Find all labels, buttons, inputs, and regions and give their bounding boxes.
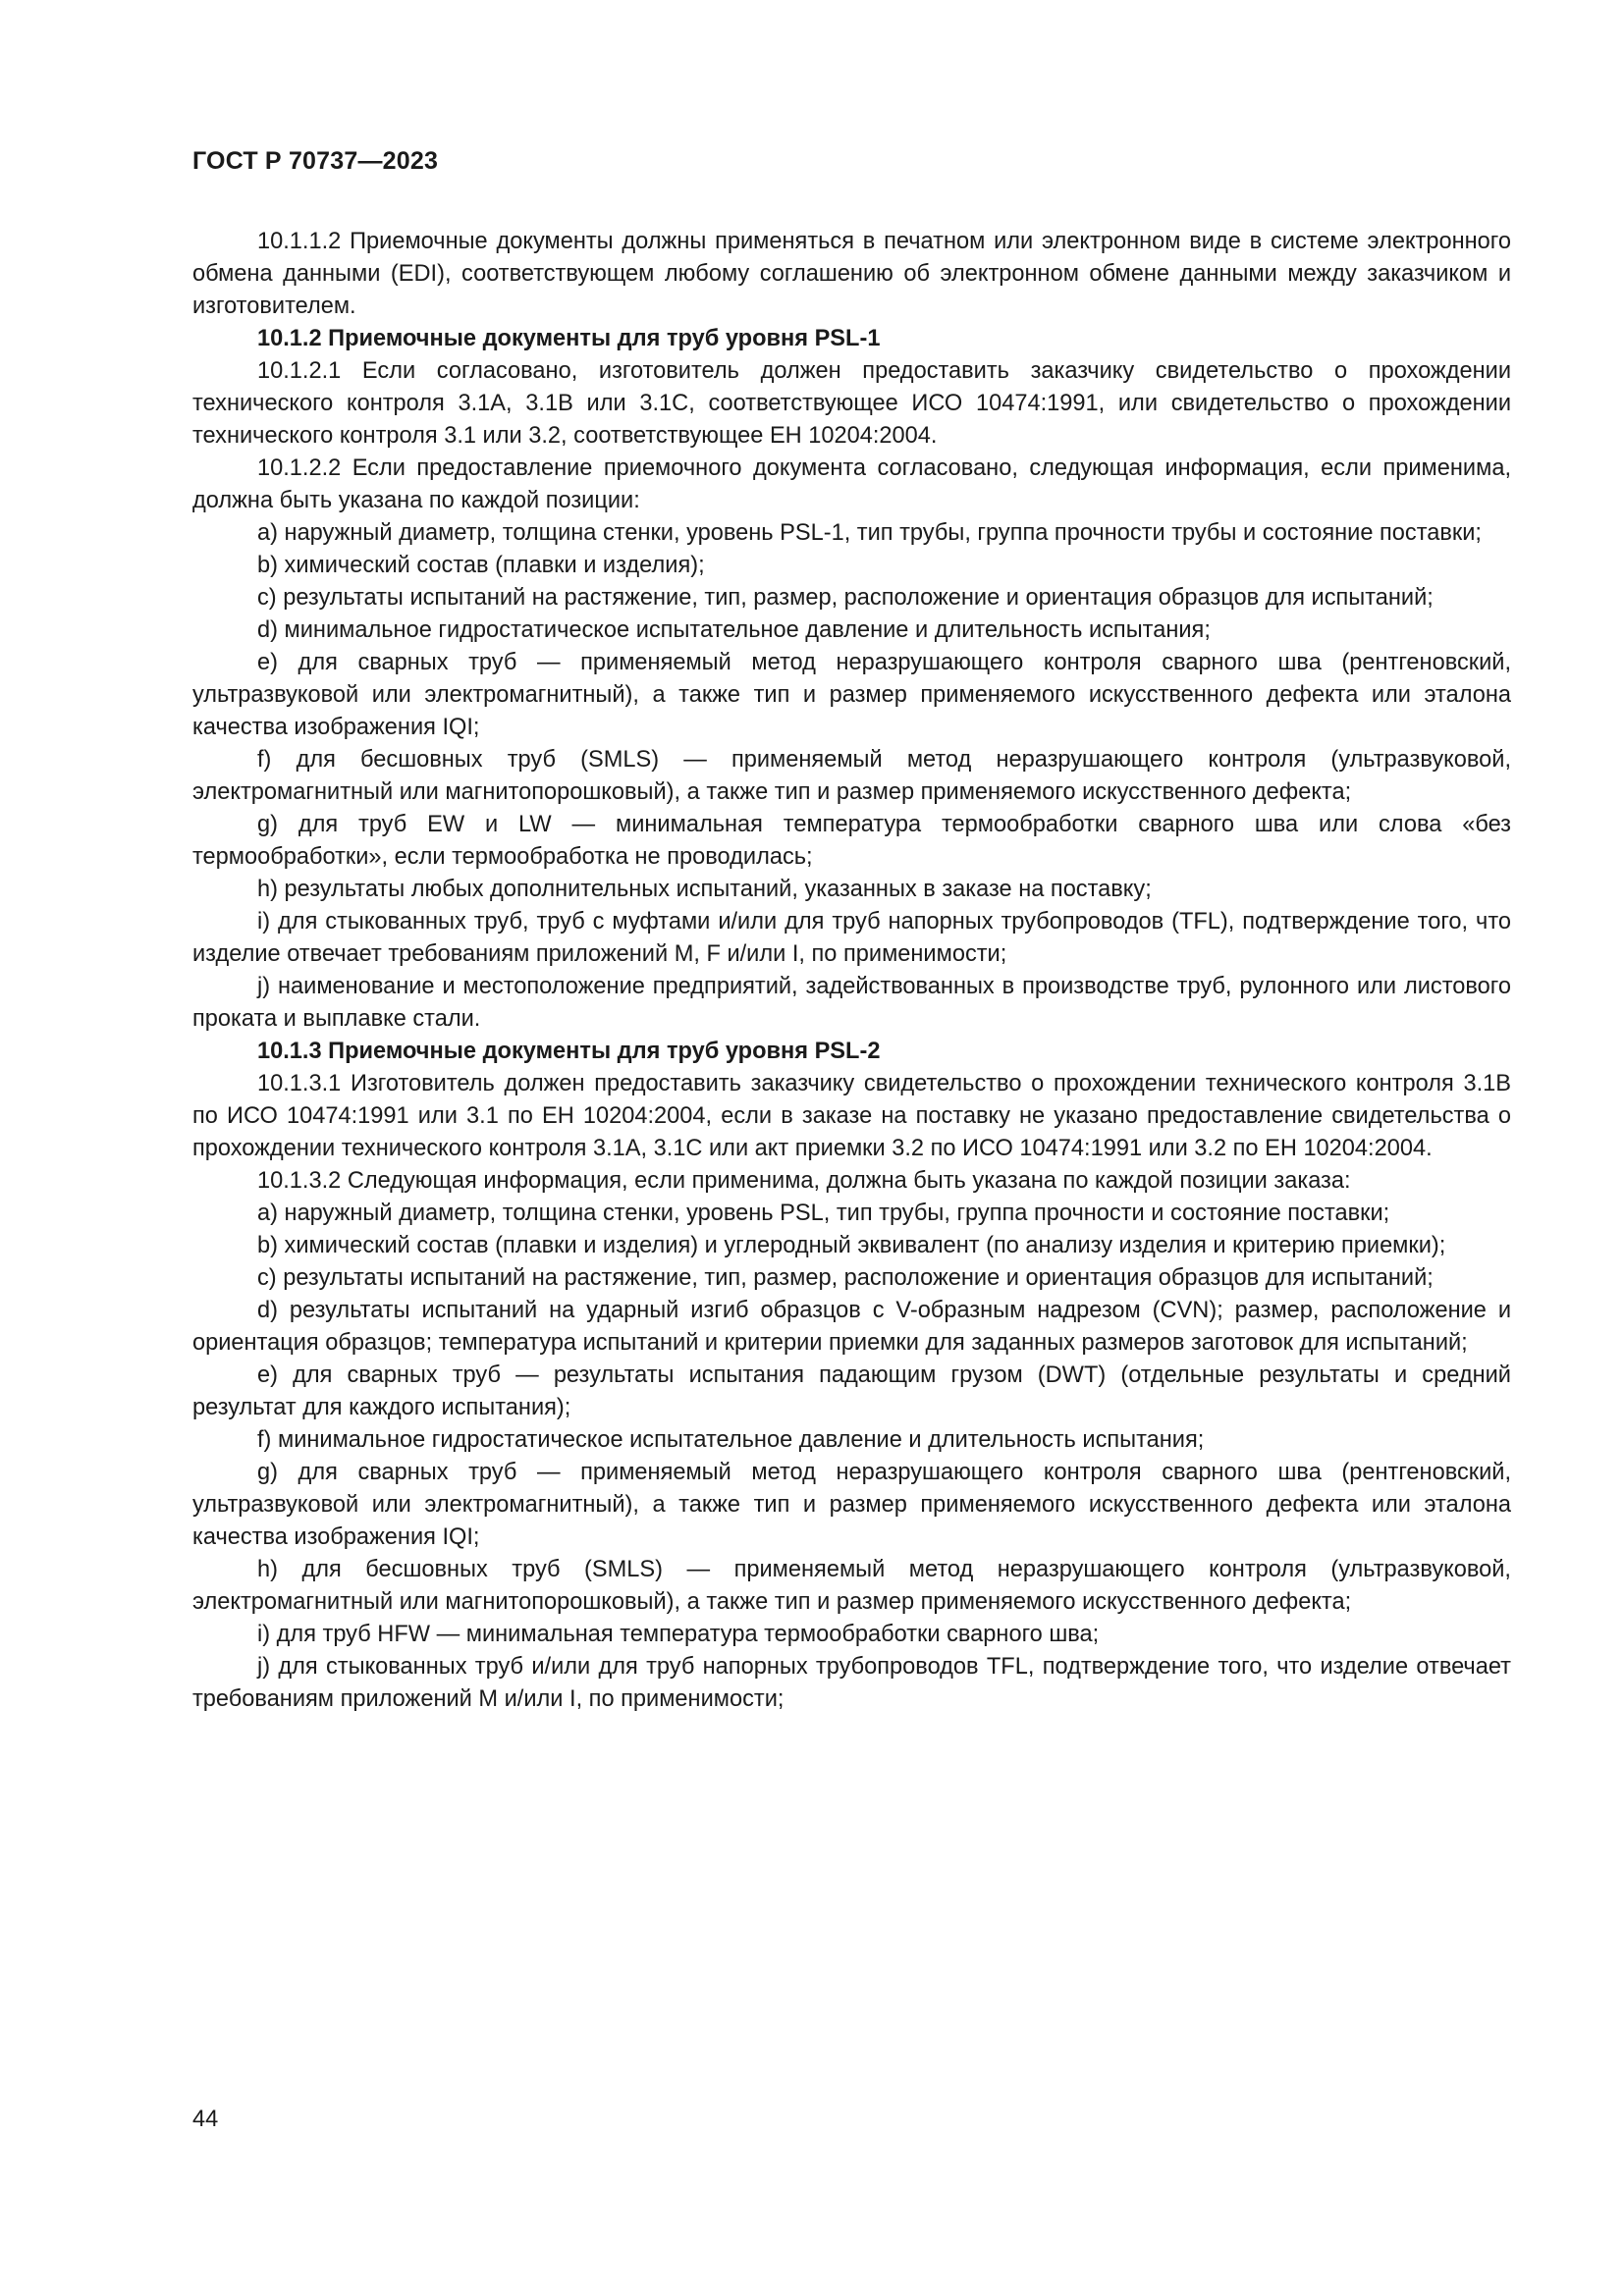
- paragraph: 10.1.3.2 Следующая информация, если применима, должна быть указана по каждой позиции заказа:: [257, 1168, 1351, 1194]
- paragraph: j) наименование и местоположение предприятий, задействованных в производстве труб, рулонного или листового проката и выплавке стали.: [192, 974, 1511, 1032]
- paragraph: d) результаты испытаний на ударный изгиб образцов с V-образным надрезом (CVN); размер, расположение и ориентация образцов; температура испытаний и критерии приемки для заданных размеров заготовок для испытаний;: [192, 1298, 1511, 1356]
- paragraph: d) минимальное гидростатическое испытательное давление и длительность испытания;: [257, 617, 1211, 643]
- paragraph: h) для бесшовных труб (SMLS) — применяемый метод неразрушающего контроля (ультразвуковой, электромагнитный или магнитопорошковый), а также тип и размер применяемого искусственного дефекта;: [192, 1557, 1511, 1615]
- paragraph: j) для стыкованных труб и/или для труб напорных трубопроводов TFL, подтверждение того, что изделие отвечает требованиям приложений M и/или I, по применимости;: [192, 1654, 1511, 1712]
- paragraph: f) для бесшовных труб (SMLS) — применяемый метод неразрушающего контроля (ультразвуковой, электромагнитный или магнитопорошковый), а также тип и размер применяемого искусственного дефекта;: [192, 747, 1511, 805]
- paragraph: b) химический состав (плавки и изделия) и углеродный эквивалент (по анализу изделия и критерию приемки);: [257, 1233, 1446, 1258]
- paragraph: 10.1.1.2 Приемочные документы должны применяться в печатном или электронном виде в системе электронного обмена данными (EDI), соответствующем любому соглашению об электронном обмене данными между заказчиком и изготовителем.: [192, 229, 1511, 319]
- paragraph: b) химический состав (плавки и изделия);: [257, 553, 705, 578]
- paragraph: e) для сварных труб — результаты испытания падающим грузом (DWT) (отдельные результаты и средний результат для каждого испытания);: [192, 1362, 1511, 1420]
- section-heading: 10.1.3 Приемочные документы для труб уровня PSL-2: [257, 1039, 881, 1064]
- paragraph: i) для стыкованных труб, труб с муфтами и/или для труб напорных трубопроводов (TFL), подтверждение того, что изделие отвечает требованиям приложений M, F и/или I, по применимости;: [192, 909, 1511, 967]
- document-header: ГОСТ Р 70737—2023: [192, 147, 439, 175]
- paragraph: f) минимальное гидростатическое испытательное давление и длительность испытания;: [257, 1427, 1205, 1453]
- paragraph: c) результаты испытаний на растяжение, тип, размер, расположение и ориентация образцов для испытаний;: [257, 585, 1434, 611]
- paragraph: c) результаты испытаний на растяжение, тип, размер, расположение и ориентация образцов для испытаний;: [257, 1265, 1434, 1291]
- paragraph: a) наружный диаметр, толщина стенки, уровень PSL-1, тип трубы, группа прочности трубы и состояние поставки;: [257, 520, 1482, 546]
- page-number: 44: [192, 2107, 219, 2132]
- paragraph: a) наружный диаметр, толщина стенки, уровень PSL, тип трубы, группа прочности и состояние поставки;: [257, 1201, 1390, 1226]
- paragraph: h) результаты любых дополнительных испытаний, указанных в заказе на поставку;: [257, 877, 1152, 902]
- paragraph: 10.1.3.1 Изготовитель должен предоставить заказчику свидетельство о прохождении технического контроля 3.1B по ИСО 10474:1991 или 3.1 по ЕН 10204:2004, если в заказе на поставку не указано предоставление свидетельства о прохождении технического контроля 3.1A, 3.1C или акт приемки 3.2 по ИСО 10474:1991 или 3.2 по ЕН 10204:2004.: [192, 1071, 1511, 1161]
- paragraph: g) для сварных труб — применяемый метод неразрушающего контроля сварного шва (рентгеновский, ультразвуковой или электромагнитный), а также тип и размер применяемого искусственного дефекта или эталона качества изображения IQI;: [192, 1460, 1511, 1550]
- paragraph: i) для труб HFW — минимальная температура термообработки сварного шва;: [257, 1622, 1100, 1647]
- paragraph: 10.1.2.2 Если предоставление приемочного документа согласовано, следующая информация, если применима, должна быть указана по каждой позиции:: [192, 455, 1511, 513]
- section-heading: 10.1.2 Приемочные документы для труб уровня PSL-1: [257, 326, 881, 351]
- document-body: [192, 226, 1511, 1716]
- paragraph: e) для сварных труб — применяемый метод неразрушающего контроля сварного шва (рентгеновский, ультразвуковой или электромагнитный), а также тип и размер применяемого искусственного дефекта или эталона качества изображения IQI;: [192, 650, 1511, 740]
- paragraph: 10.1.2.1 Если согласовано, изготовитель должен предоставить заказчику свидетельство о прохождении технического контроля 3.1A, 3.1B или 3.1C, соответствующее ИСО 10474:1991, или свидетельство о прохождении технического контроля 3.1 или 3.2, соответствующее ЕН 10204:2004.: [192, 358, 1511, 449]
- paragraph: g) для труб EW и LW — минимальная температура термообработки сварного шва или слова «без термообработки», если термообработка не проводилась;: [192, 812, 1511, 870]
